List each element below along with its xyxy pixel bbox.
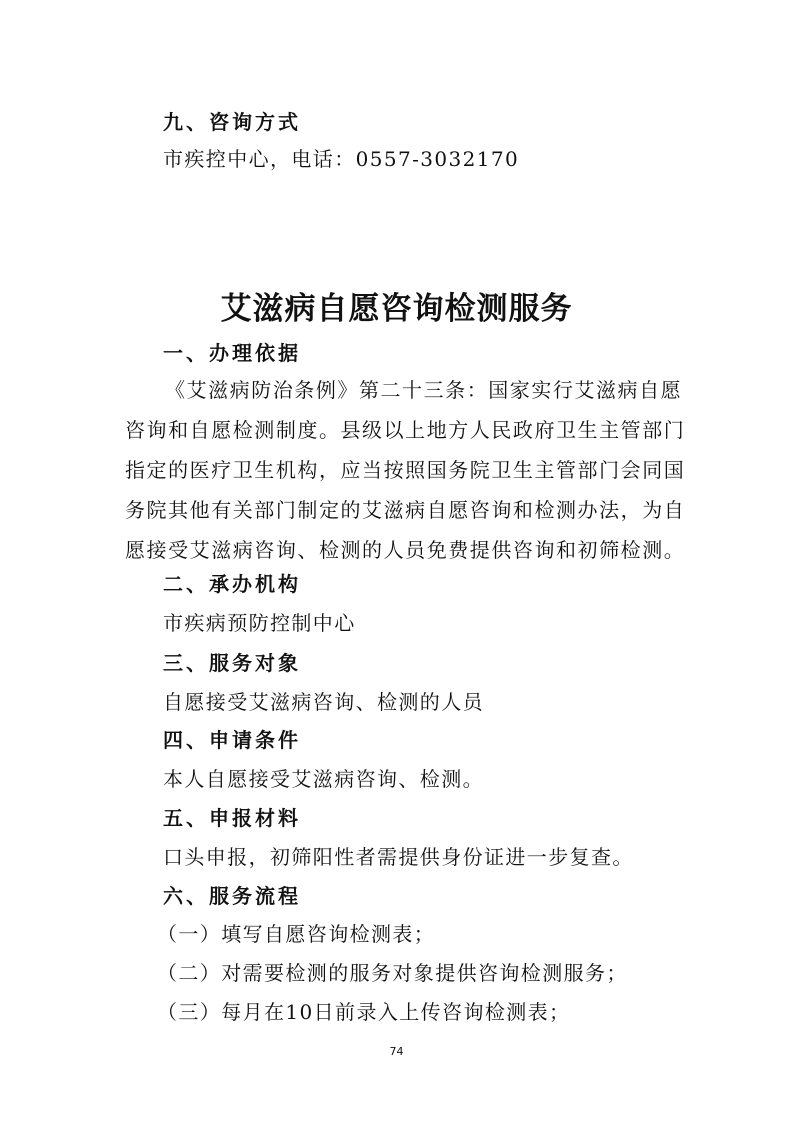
section-heading-process: 六、服务流程 [163, 884, 301, 908]
document-title: 艾滋病自愿咨询检测服务 [220, 291, 573, 327]
section-heading-materials: 五、申报材料 [163, 806, 301, 830]
legal-basis-line: 《艾滋病防治条例》第二十三条：国家实行艾滋病自愿 [165, 378, 683, 402]
materials-text: 口头申报，初筛阳性者需提供身份证进一步复查。 [163, 845, 634, 869]
section-heading-organizer: 二、承办机构 [163, 572, 301, 596]
process-step: （三）每月在10日前录入上传咨询检测表； [157, 1000, 571, 1024]
contact-phone-text: 市疾控中心，电话：0557-3032170 [163, 147, 520, 171]
service-target-text: 自愿接受艾滋病咨询、检测的人员 [163, 690, 484, 714]
section-heading-contact-method: 九、咨询方式 [163, 110, 301, 134]
section-heading-conditions: 四、申请条件 [163, 728, 301, 752]
section-heading-legal-basis: 一、办理依据 [163, 341, 301, 365]
legal-basis-line: 务院其他有关部门制定的艾滋病自愿咨询和检测办法，为自 [125, 498, 686, 522]
section-heading-service-target: 三、服务对象 [163, 651, 301, 675]
legal-basis-line: 愿接受艾滋病咨询、检测的人员免费提供咨询和初筛检测。 [125, 538, 686, 562]
conditions-text: 本人自愿接受艾滋病咨询、检测。 [163, 767, 484, 791]
process-step: （二）对需要检测的服务对象提供咨询检测服务； [157, 961, 628, 985]
legal-basis-line: 咨询和自愿检测制度。县级以上地方人民政府卫生主管部门 [125, 418, 686, 442]
page-number: 74 [389, 1045, 404, 1058]
legal-basis-line: 指定的医疗卫生机构，应当按照国务院卫生主管部门会同国 [125, 458, 686, 482]
process-step: （一）填写自愿咨询检测表； [157, 922, 436, 946]
organizer-text: 市疾病预防控制中心 [163, 611, 356, 635]
